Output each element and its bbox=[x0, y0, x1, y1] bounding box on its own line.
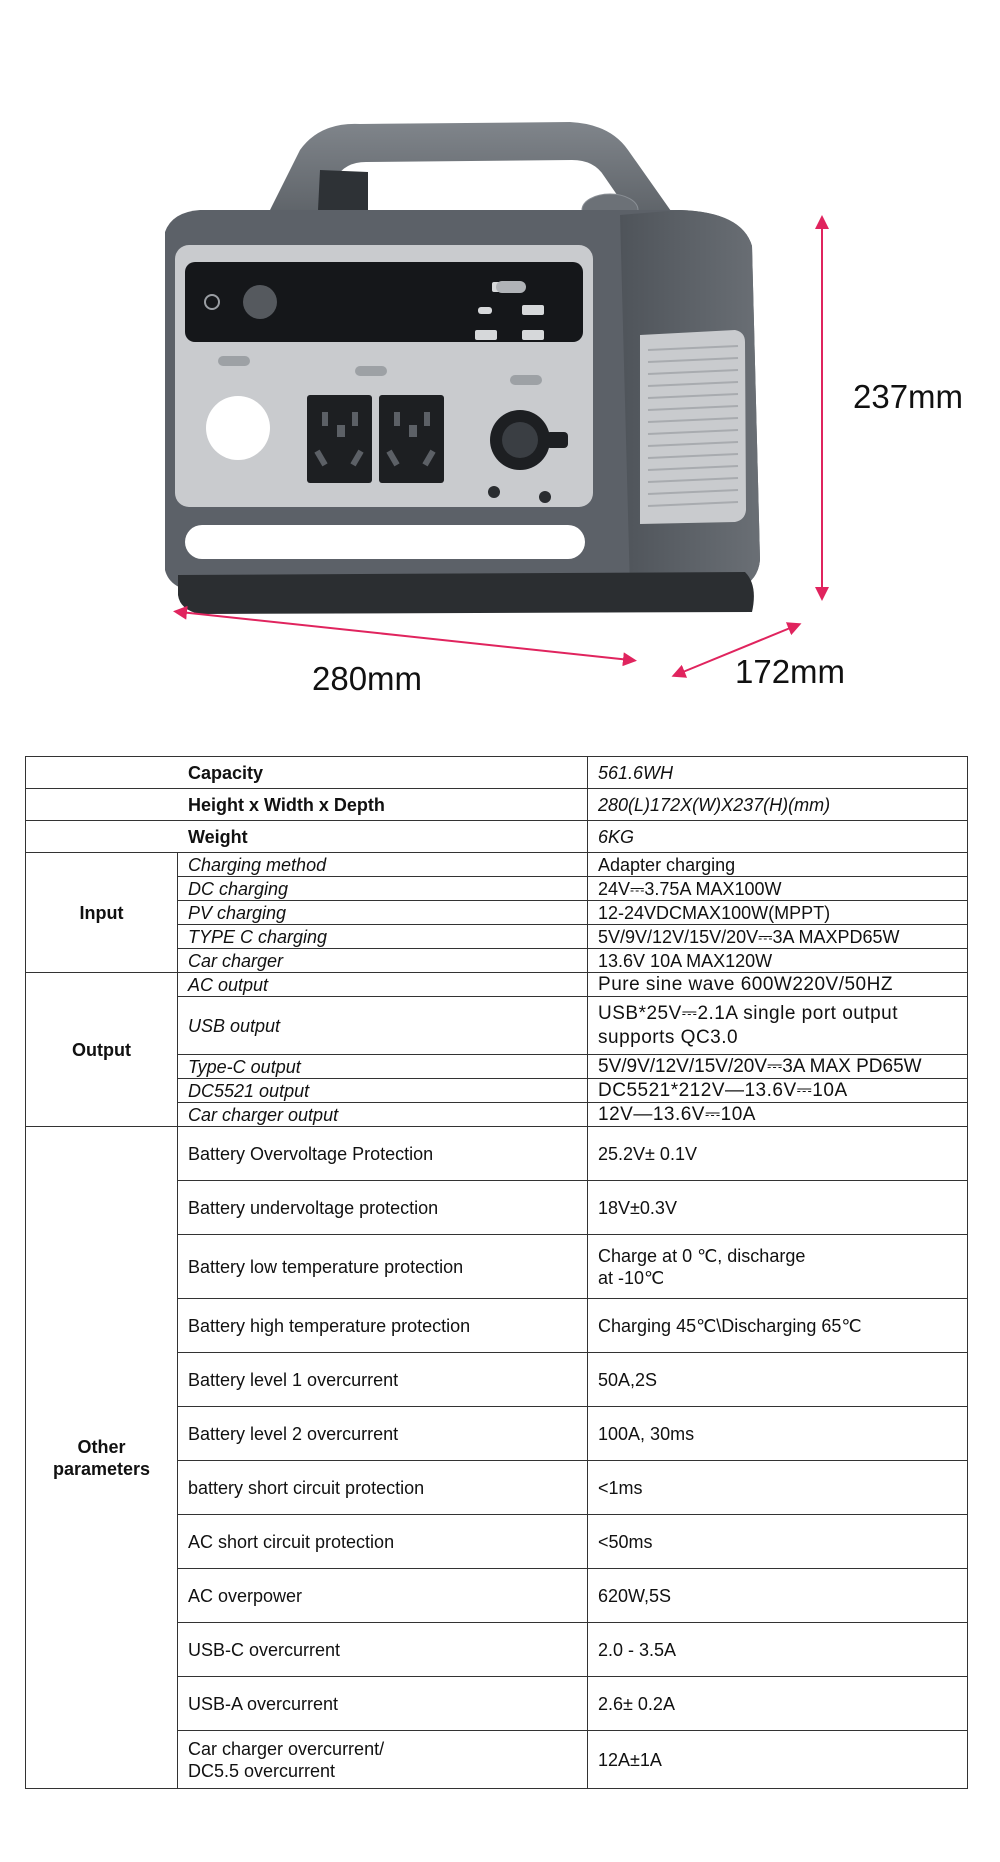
depth-label: 172mm bbox=[735, 653, 846, 690]
spec-value: Pure sine wave 600W220V/50HZ bbox=[588, 973, 968, 997]
spec-value: DC5521*212V—13.6V⎓10A bbox=[588, 1079, 968, 1103]
spec-value: 25.2V± 0.1V bbox=[588, 1127, 968, 1181]
table-row bbox=[26, 789, 968, 821]
spec-value: <50ms bbox=[588, 1515, 968, 1569]
spec-label: USB output bbox=[178, 997, 588, 1055]
spec-value: Charge at 0 ℃, discharge at -10℃ bbox=[588, 1235, 968, 1299]
table-row bbox=[26, 853, 968, 877]
spec-value: 12V—13.6V⎓10A bbox=[588, 1103, 968, 1127]
spec-label: Car charger bbox=[178, 949, 588, 973]
length-arrow bbox=[180, 612, 630, 660]
spec-value: 100A, 30ms bbox=[588, 1407, 968, 1461]
spec-label: AC output bbox=[178, 973, 588, 997]
spec-value: 50A,2S bbox=[588, 1353, 968, 1407]
spec-label: Battery Overvoltage Protection bbox=[178, 1127, 588, 1181]
spec-label: TYPE C charging bbox=[178, 925, 588, 949]
spec-label: AC short circuit protection bbox=[178, 1515, 588, 1569]
spec-label: Battery high temperature protection bbox=[178, 1299, 588, 1353]
spec-label: DC5521 output bbox=[178, 1079, 588, 1103]
table-row bbox=[26, 821, 968, 853]
spec-value: 2.6± 0.2A bbox=[588, 1677, 968, 1731]
spec-label: AC overpower bbox=[178, 1569, 588, 1623]
height-label: 237mm bbox=[853, 378, 964, 415]
group-output: Output bbox=[26, 973, 178, 1127]
spec-table bbox=[25, 756, 968, 1789]
spec-value: 6KG bbox=[588, 821, 968, 853]
spec-label: Car charger overcurrent/ DC5.5 overcurrent bbox=[178, 1731, 588, 1789]
group-other: Other parameters bbox=[26, 1127, 178, 1789]
spec-value: 12-24VDCMAX100W(MPPT) bbox=[588, 901, 968, 925]
spec-value: 18V±0.3V bbox=[588, 1181, 968, 1235]
table-row bbox=[26, 973, 968, 997]
table-row bbox=[26, 1127, 968, 1181]
group-input: Input bbox=[26, 853, 178, 973]
spec-value: USB*25V⎓2.1A single port output supports QC3.0 bbox=[588, 997, 968, 1055]
spec-label: DC charging bbox=[178, 877, 588, 901]
spec-label: PV charging bbox=[178, 901, 588, 925]
spec-label: Battery level 1 overcurrent bbox=[178, 1353, 588, 1407]
spec-label: USB-A overcurrent bbox=[178, 1677, 588, 1731]
spec-label: Battery low temperature protection bbox=[178, 1235, 588, 1299]
spec-value: 2.0 - 3.5A bbox=[588, 1623, 968, 1677]
length-label: 280mm bbox=[312, 660, 423, 697]
spec-label: Weight bbox=[26, 821, 588, 853]
spec-value: Charging 45℃\Discharging 65℃ bbox=[588, 1299, 968, 1353]
spec-value: Adapter charging bbox=[588, 853, 968, 877]
spec-label: Type-C output bbox=[178, 1055, 588, 1079]
spec-label: battery short circuit protection bbox=[178, 1461, 588, 1515]
spec-value: 620W,5S bbox=[588, 1569, 968, 1623]
spec-label: Car charger output bbox=[178, 1103, 588, 1127]
spec-label: USB-C overcurrent bbox=[178, 1623, 588, 1677]
spec-value: 280(L)172X(W)X237(H)(mm) bbox=[588, 789, 968, 821]
spec-value: 5V/9V/12V/15V/20V⎓3A MAX PD65W bbox=[588, 1055, 968, 1079]
spec-value: 561.6WH bbox=[588, 757, 968, 789]
spec-value: 24V⎓3.75A MAX100W bbox=[588, 877, 968, 901]
spec-label: Battery undervoltage protection bbox=[178, 1181, 588, 1235]
table-row bbox=[26, 757, 968, 789]
product-illustration bbox=[0, 0, 1000, 740]
spec-label: Capacity bbox=[26, 757, 588, 789]
spec-value: 12A±1A bbox=[588, 1731, 968, 1789]
spec-value: <1ms bbox=[588, 1461, 968, 1515]
spec-label: Height x Width x Depth bbox=[26, 789, 588, 821]
spec-value: 5V/9V/12V/15V/20V⎓3A MAXPD65W bbox=[588, 925, 968, 949]
spec-label: Battery level 2 overcurrent bbox=[178, 1407, 588, 1461]
spec-value: 13.6V 10A MAX120W bbox=[588, 949, 968, 973]
spec-label: Charging method bbox=[178, 853, 588, 877]
